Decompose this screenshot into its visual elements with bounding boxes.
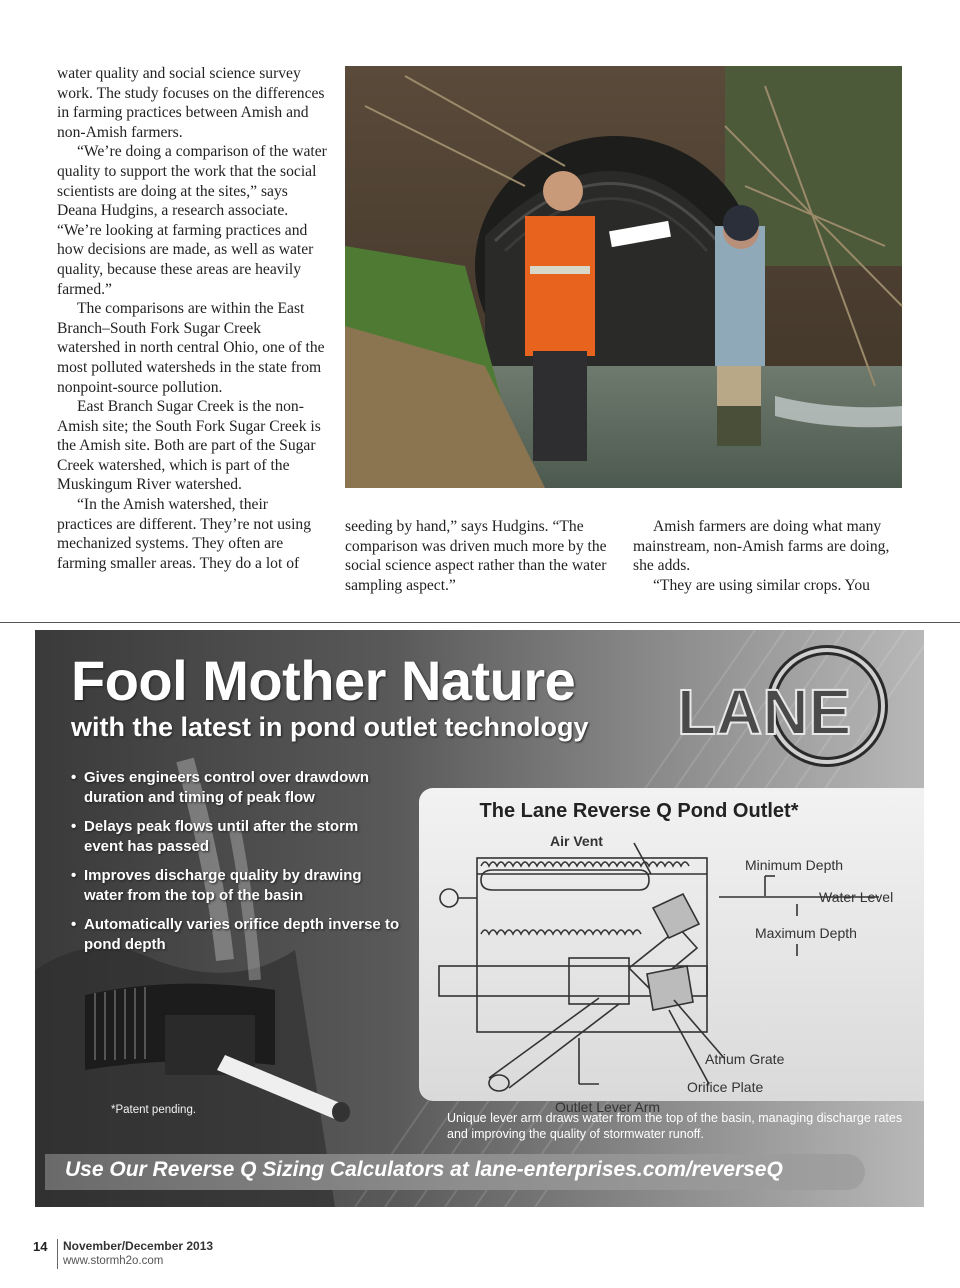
- article-column-2: [345, 517, 615, 595]
- lane-logo: [675, 642, 895, 770]
- ad-feature-item: • Automatically varies orifice depth inverse to pond depth: [71, 916, 400, 953]
- label-maximum-depth: Maximum Depth: [755, 925, 857, 941]
- stream-photo-illustration: [345, 66, 902, 488]
- label-minimum-depth: Minimum Depth: [745, 857, 844, 873]
- ad-feature-item: • Delays peak flows until after the storm event has passed: [71, 818, 359, 855]
- ad-feature-list: [71, 768, 401, 964]
- website-link[interactable]: www.stormh2o.com: [63, 1255, 164, 1267]
- label-water-level: Water Level: [819, 889, 894, 905]
- section-divider: [0, 622, 960, 623]
- ad-headline: Fool Mother Nature: [71, 649, 576, 712]
- ad-subheadline: with the latest in pond outlet technology: [71, 712, 589, 742]
- pond-outlet-diagram: [419, 788, 924, 1115]
- article-paragraph: Amish farmers are doing what many mainstream, non-Amish farms are doing, she adds.: [633, 518, 890, 575]
- ad-feature-item: • Gives engineers control over drawdown duration and timing of peak flow: [71, 769, 370, 806]
- article-column-1: [57, 64, 327, 573]
- patent-note: *Patent pending.: [111, 1104, 197, 1116]
- footer-rule: [57, 1239, 58, 1269]
- issue-date: November/December 2013: [63, 1239, 214, 1253]
- article-paragraph: The comparisons are within the East Branch–South Fork Sugar Creek watershed in north central Ohio, one of the most polluted watersheds in the state from nonpoint-source pollution.: [57, 300, 325, 396]
- ad-caption: Unique lever arm draws water from the top of the basin, managing discharge rates and improving the quality of stormwater runoff.: [447, 1111, 903, 1141]
- label-air-vent: Air Vent: [550, 833, 603, 849]
- article-paragraph: “They are using similar crops. You: [653, 576, 870, 594]
- sizing-calculator-link[interactable]: Use Our Reverse Q Sizing Calculators at lane-enterprises.com/reverseQ: [65, 1158, 783, 1181]
- article-photo-stream-sampling: [345, 66, 902, 488]
- article-paragraph: water quality and social science survey work. The study focuses on the differences in farming practices between Amish and non-Amish farmers.: [57, 65, 325, 141]
- product-diagram-panel: [419, 788, 924, 1115]
- ad-feature-item: • Improves discharge quality by drawing water from the top of the basin: [71, 867, 362, 904]
- panel-title: The Lane Reverse Q Pond Outlet*: [479, 800, 799, 822]
- article-paragraph: “In the Amish watershed, their practices are different. They’re not using mechanized systems. They often are farming smaller areas. They do a lot of: [57, 496, 312, 572]
- label-outlet-lever-arm: Outlet Lever Arm: [555, 1099, 661, 1115]
- article-paragraph: “We’re doing a comparison of the water quality to support the work that the social scientists are doing at the sites,” says Deana Hudgins, a research associate. “We’re looking at farming practices and how decisions are made, as well as water quality, because these areas are heavily farmed.”: [57, 143, 327, 298]
- label-orifice-plate: Orifice Plate: [687, 1079, 764, 1095]
- page-number: 14: [33, 1239, 48, 1254]
- lane-advertisement: [35, 630, 924, 1207]
- label-atrium-grate: Atrium Grate: [705, 1051, 785, 1067]
- article-paragraph: East Branch Sugar Creek is the non-Amish site; the South Fork Sugar Creek is the Amish site. Both are part of the Sugar Creek watershed, which is part of the Muskingum River watershed.: [57, 398, 321, 494]
- article-column-3: [633, 517, 903, 595]
- product-illustration: [75, 975, 375, 1115]
- lane-logo-text: LANE: [677, 676, 852, 748]
- article-paragraph: seeding by hand,” says Hudgins. “The comparison was driven much more by the social science aspect rather than the water sampling aspect.”: [345, 518, 607, 594]
